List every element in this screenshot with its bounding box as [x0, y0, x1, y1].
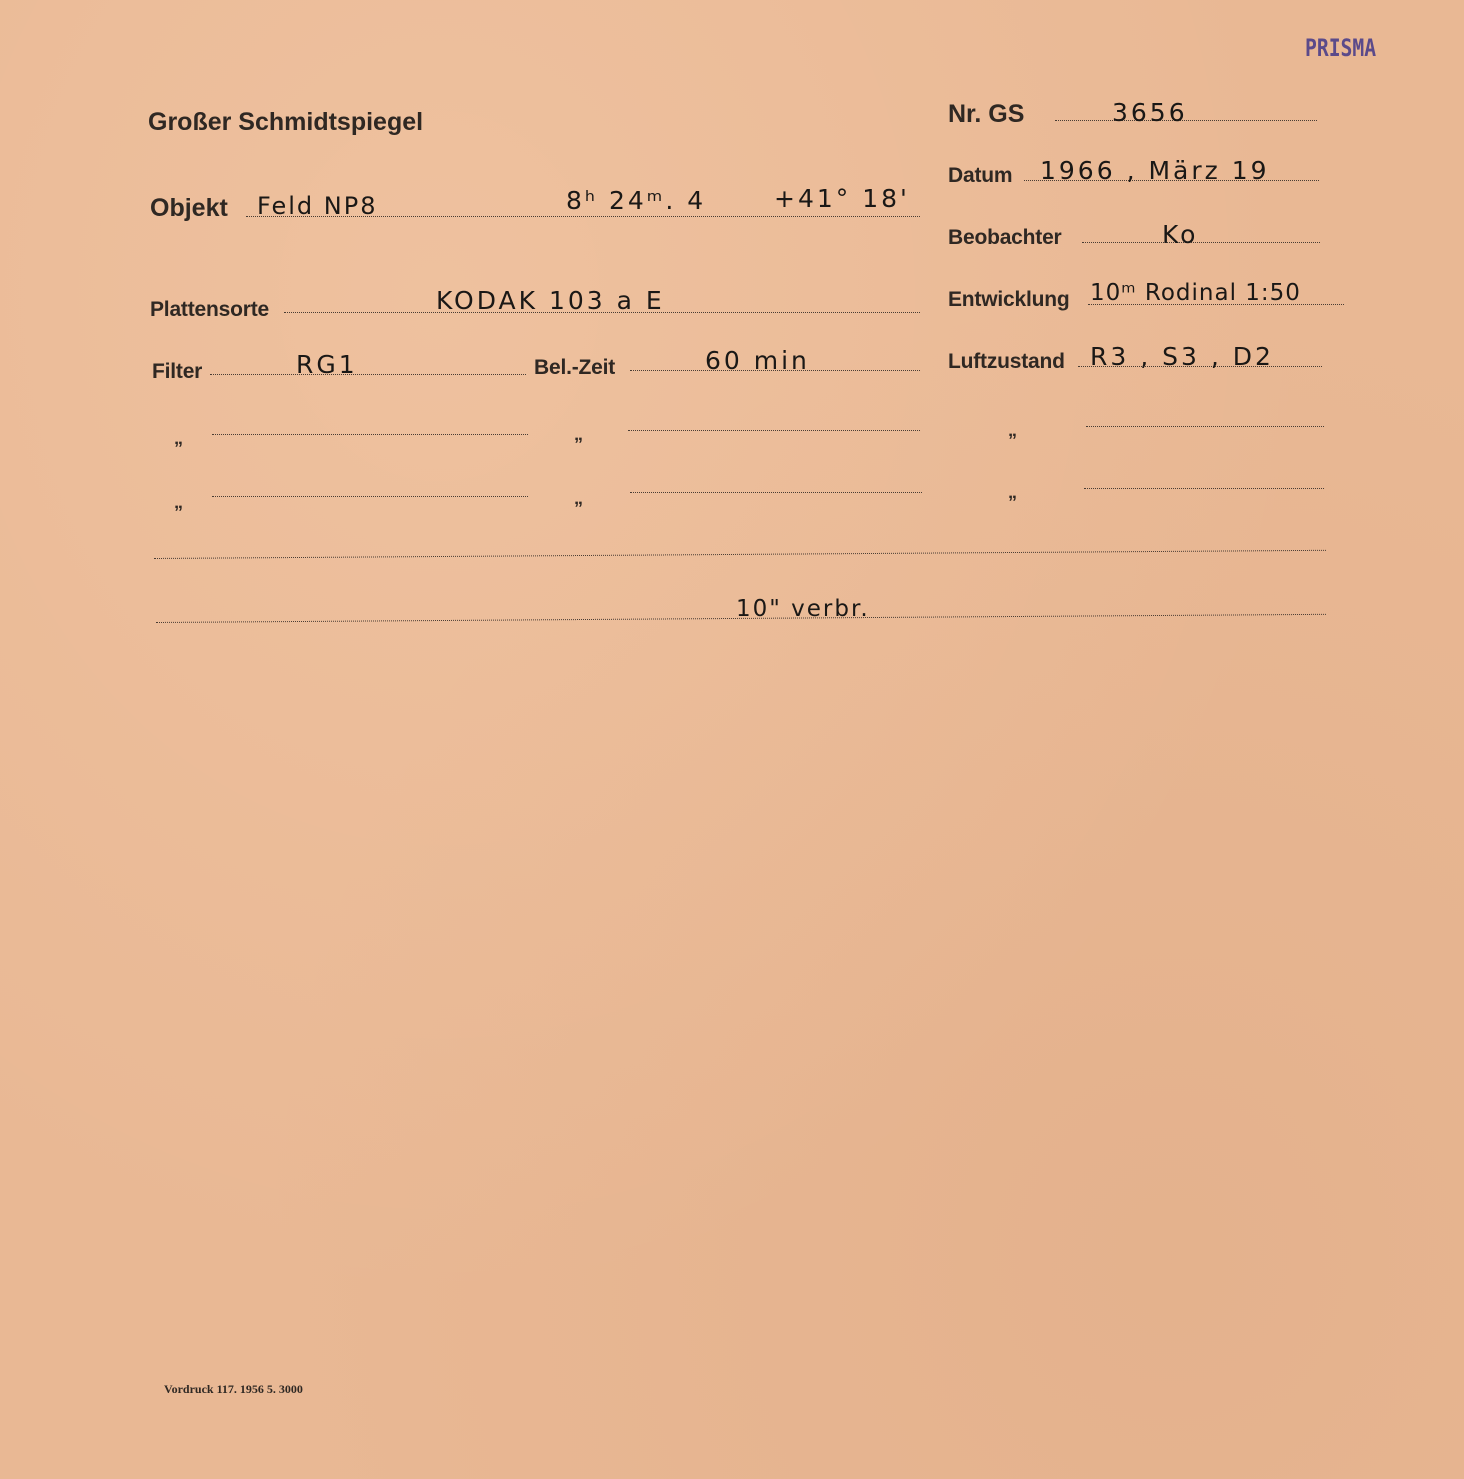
ditto-line — [212, 496, 528, 497]
ditto-mark: „ — [174, 428, 183, 448]
ditto-mark: „ — [574, 488, 583, 508]
beobachter-value: Ko — [1162, 220, 1199, 249]
entwicklung-value: 10ᵐ Rodinal 1:50 — [1090, 280, 1301, 306]
ditto-mark: „ — [1008, 420, 1017, 440]
prisma-stamp: PRISMA — [1305, 34, 1377, 62]
filter-value: RG1 — [296, 350, 358, 379]
form-footer: Vordruck 117. 1956 5. 3000 — [164, 1382, 303, 1396]
beobachter-line — [1082, 242, 1320, 243]
beobachter-label: Beobachter — [948, 226, 1062, 249]
plattensorte-label: Plattensorte — [150, 298, 269, 321]
ditto-mark: „ — [574, 424, 583, 444]
plattensorte-value: KODAK 103 a E — [436, 286, 665, 315]
entwicklung-label: Entwicklung — [948, 288, 1070, 311]
ditto-line — [630, 492, 922, 493]
objekt-ra: 8ʰ 24ᵐ. 4 — [566, 186, 707, 215]
objekt-value: Feld NP8 — [257, 192, 378, 220]
remarks-line-1 — [154, 550, 1326, 559]
luftzustand-label: Luftzustand — [948, 350, 1065, 373]
belzeit-label: Bel.-Zeit — [534, 356, 616, 379]
nr-label: Nr. GS — [948, 100, 1025, 128]
ditto-mark: „ — [174, 492, 183, 512]
ditto-line — [1086, 426, 1324, 427]
filter-line — [210, 374, 526, 375]
ditto-line — [628, 430, 920, 431]
ditto-mark: „ — [1008, 482, 1017, 502]
form-title: Großer Schmidtspiegel — [148, 108, 424, 136]
belzeit-value: 60 min — [705, 346, 810, 375]
ditto-line — [1084, 488, 1324, 489]
filter-label: Filter — [152, 360, 203, 383]
objekt-dec: +41° 18' — [774, 184, 910, 213]
datum-value: 1966 , März 19 — [1040, 156, 1270, 185]
ditto-line — [212, 434, 528, 435]
datum-label: Datum — [948, 164, 1013, 187]
nr-value: 3656 — [1112, 98, 1188, 127]
remarks-value: 10" verbr. — [736, 596, 870, 622]
objekt-label: Objekt — [150, 194, 228, 222]
luftzustand-value: R3 , S3 , D2 — [1090, 342, 1274, 371]
